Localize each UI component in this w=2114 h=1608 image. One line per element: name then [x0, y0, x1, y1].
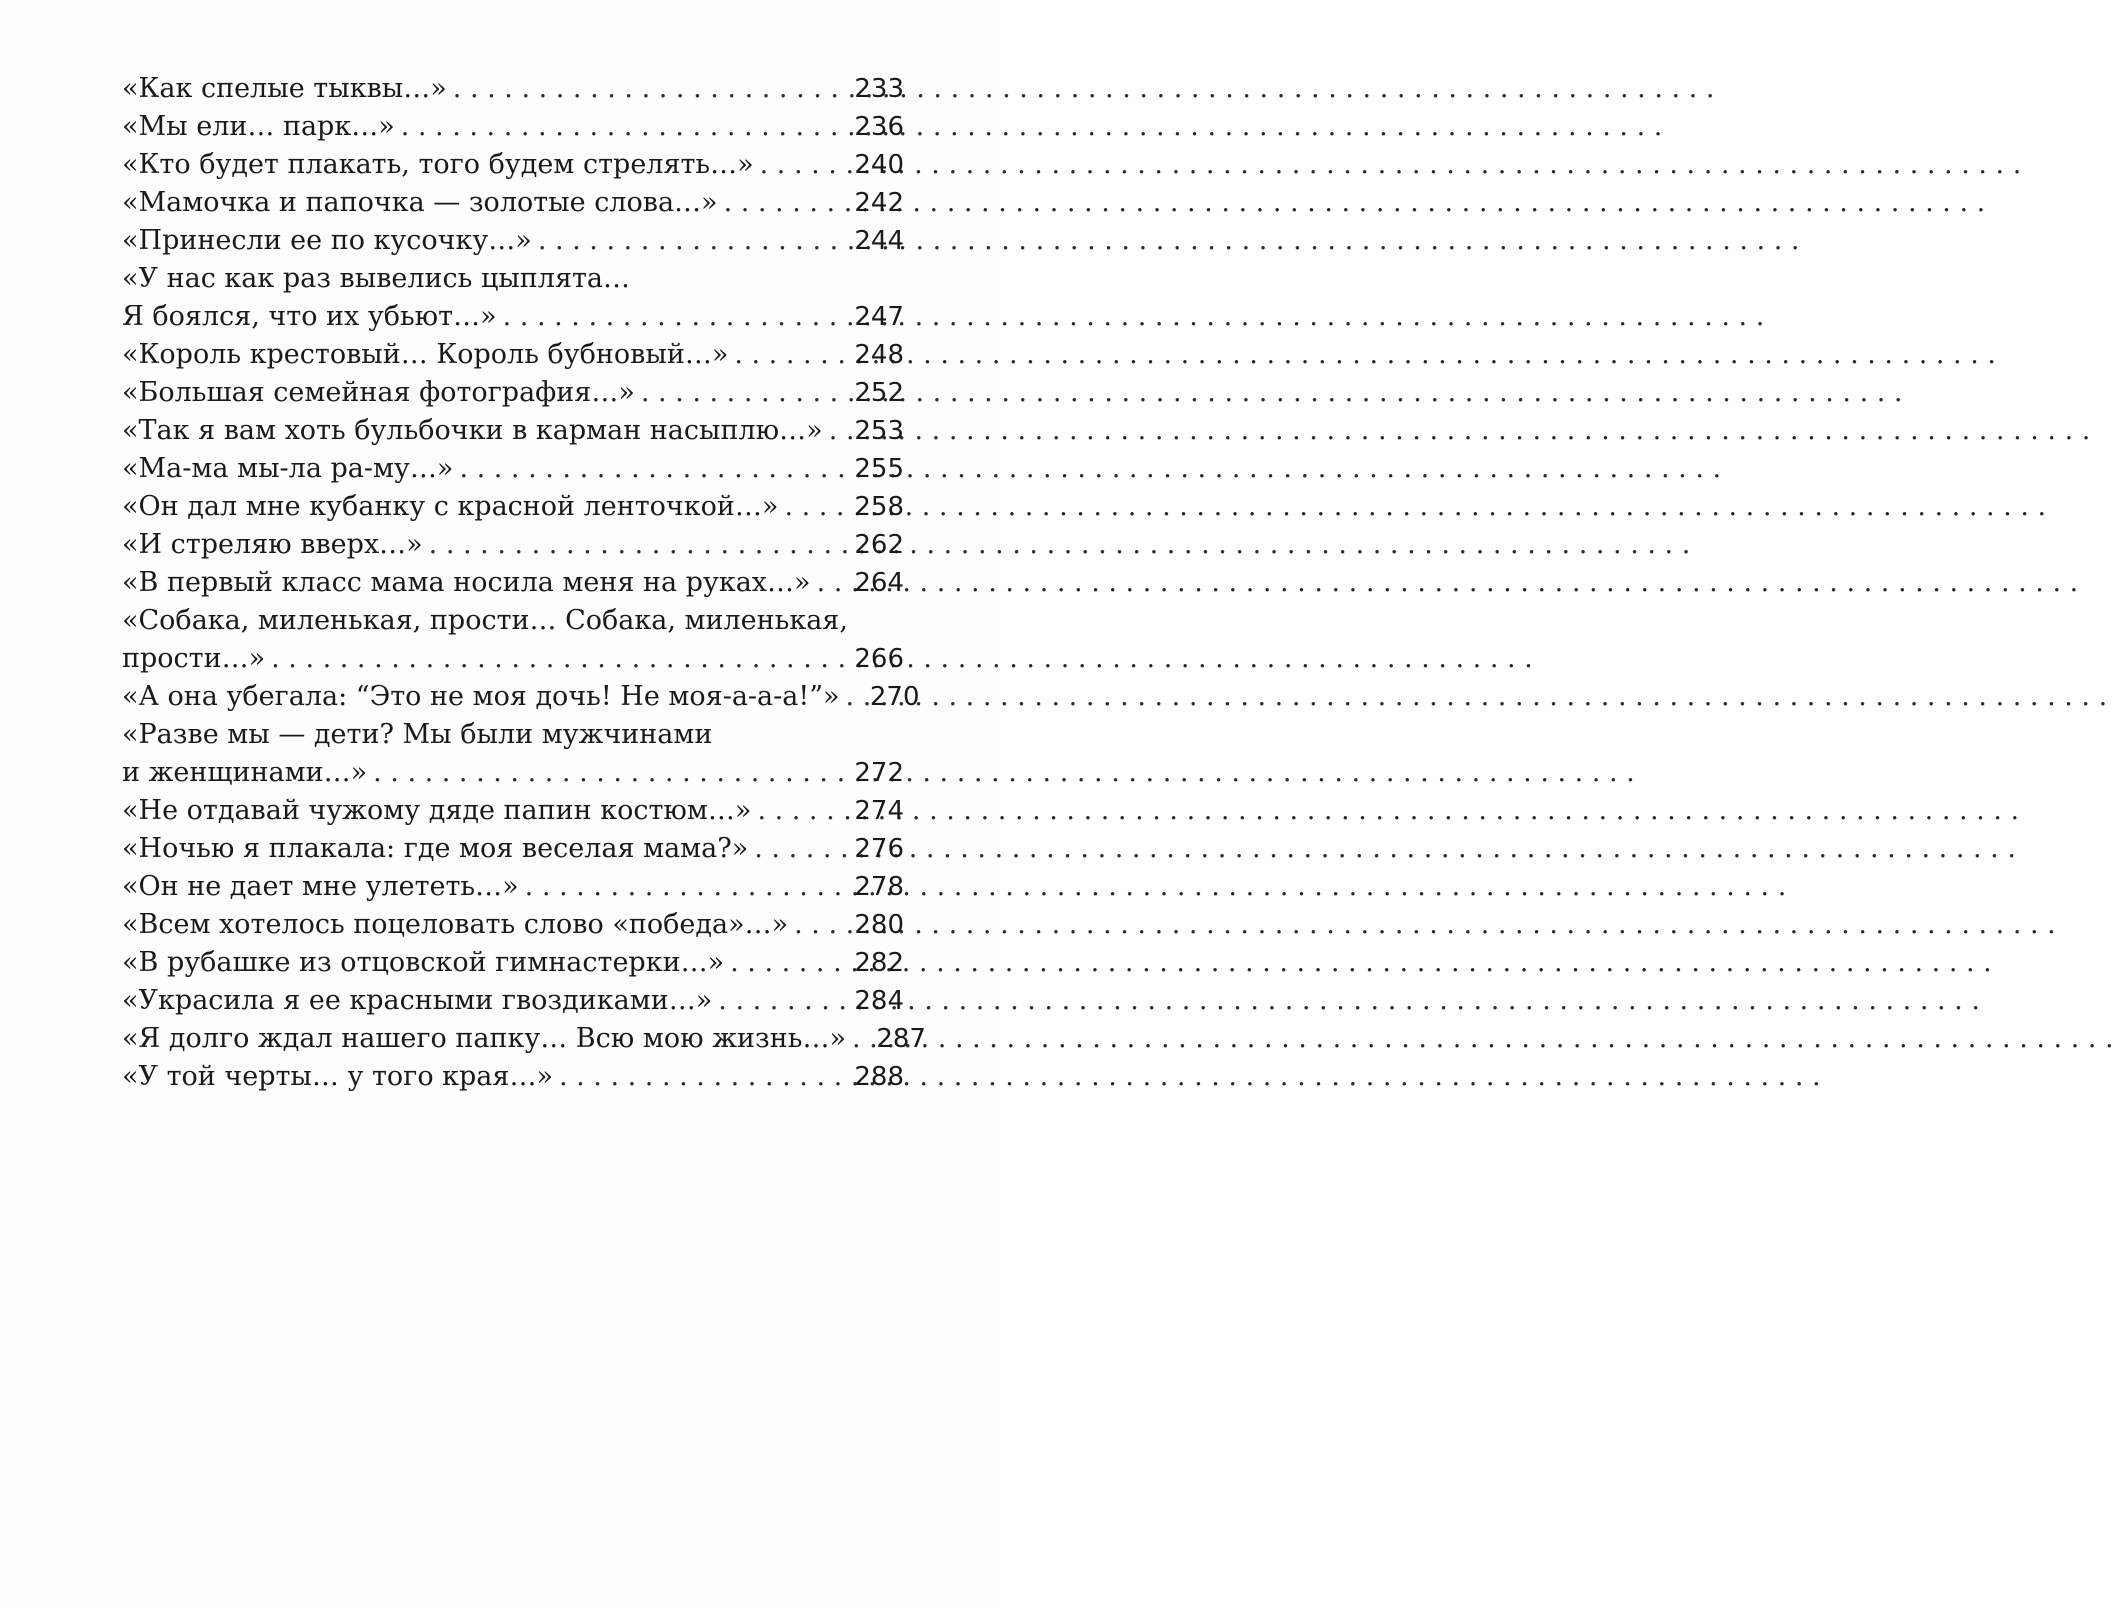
toc-page-number: 282 [854, 948, 904, 978]
toc-entry-title: «Принесли ее по кусочку…» [122, 225, 532, 256]
toc-entry [122, 108, 904, 146]
toc-entry-title: «Король крестовый… Король бубновый…» [122, 339, 729, 370]
toc-entry-line [122, 678, 920, 716]
dot-leader [730, 944, 838, 982]
toc-entry [122, 1058, 904, 1096]
toc-entry-line [122, 412, 904, 450]
toc-entry-title: и женщинами…» [122, 757, 368, 788]
toc-page-number: 264 [854, 568, 904, 598]
toc-entry-line [122, 1058, 904, 1096]
toc-entry-title: «Ма-ма мы-ла ра-му…» [122, 453, 454, 484]
toc-entry-title: «Он дал мне кубанку с красной ленточкой…» [122, 491, 779, 522]
toc-page-number: 287 [876, 1024, 926, 1054]
toc-entry-line [122, 108, 904, 146]
toc-entry [122, 716, 904, 792]
toc-entry-line [122, 146, 904, 184]
toc-entry [122, 336, 904, 374]
dot-leader [718, 982, 838, 1020]
toc-entry [122, 526, 904, 564]
dot-leader [559, 1058, 838, 1096]
toc-entry-line [122, 944, 904, 982]
toc-entry-line [122, 260, 904, 298]
toc-entry [122, 374, 904, 412]
toc-entry-line [122, 754, 904, 792]
toc-entry-line [122, 716, 904, 754]
toc-entry-title: «Большая семейная фотография…» [122, 377, 635, 408]
toc-entry-line [122, 906, 904, 944]
toc-page-number: 255 [854, 454, 904, 484]
toc-entry [122, 222, 904, 260]
dot-leader [754, 830, 838, 868]
toc-entry-title: «Я долго ждал нашего папку… Всю мою жизнь…» [122, 1023, 846, 1054]
dot-leader [373, 754, 838, 792]
toc-page-number: 276 [854, 834, 904, 864]
toc-page-number: 248 [854, 340, 904, 370]
toc-entry [122, 564, 904, 602]
dot-leader [724, 184, 838, 222]
toc-entry-title: «И стреляю вверх…» [122, 529, 423, 560]
toc-entry [122, 792, 904, 830]
dot-leader [757, 792, 838, 830]
toc-entry-line [122, 70, 904, 108]
toc-entry-line [122, 830, 904, 868]
dot-leader [429, 526, 838, 564]
dot-leader [852, 1020, 860, 1058]
toc-entry-title: «В первый класс мама носила меня на руках…» [122, 567, 811, 598]
toc-entry [122, 488, 904, 526]
toc-entry-title: «У той черты… у того края…» [122, 1061, 553, 1092]
toc-entry-line [122, 184, 904, 222]
toc-entry-line [122, 1020, 926, 1058]
dot-leader [794, 906, 838, 944]
toc-page-number: 240 [854, 150, 904, 180]
toc-entry [122, 146, 904, 184]
toc-entry [122, 602, 904, 678]
toc-entry [122, 982, 904, 1020]
dot-leader [503, 298, 838, 336]
toc-entry-title: «Так я вам хоть бульбочки в карман насыплю…» [122, 415, 823, 446]
dot-leader [459, 450, 838, 488]
toc-page-number: 233 [854, 74, 904, 104]
dot-leader [829, 412, 838, 450]
toc-page-number: 252 [854, 378, 904, 408]
toc-page-number: 258 [854, 492, 904, 522]
toc-entry-line [122, 792, 904, 830]
toc-entry-title: «Мы ели… парк…» [122, 111, 395, 142]
book-page [0, 0, 1000, 1608]
toc-page-number: 284 [854, 986, 904, 1016]
toc-page-number: 288 [854, 1062, 904, 1092]
toc-entry-title: «Собака, миленькая, прости… Собака, миленькая, [122, 605, 848, 636]
toc-entry [122, 412, 904, 450]
toc-entry [122, 260, 904, 336]
toc-page-number: 253 [854, 416, 904, 446]
toc-entry-title: «В рубашке из отцовской гимнастерки…» [122, 947, 725, 978]
toc-entry-title: «Не отдавай чужому дяде папин костюм…» [122, 795, 752, 826]
toc-entry-title: «Разве мы — дети? Мы были мужчинами [122, 719, 713, 750]
dot-leader [817, 564, 838, 602]
dot-leader [525, 868, 838, 906]
toc-entry-line [122, 336, 904, 374]
toc-entry [122, 450, 904, 488]
dot-leader [401, 108, 838, 146]
toc-entry-line [122, 868, 904, 906]
toc-entry-title: «Всем хотелось поцеловать слово «победа»…» [122, 909, 789, 940]
toc-entry [122, 70, 904, 108]
toc-entry [122, 678, 920, 716]
toc-entry-title: Я боялся, что их убьют…» [122, 301, 497, 332]
toc-page-number: 274 [854, 796, 904, 826]
toc-page-number: 266 [854, 644, 904, 674]
toc-entry-title: «Как спелые тыквы…» [122, 73, 447, 104]
dot-leader [271, 640, 838, 678]
dot-leader [846, 678, 854, 716]
toc-entry-title: «Ночью я плакала: где моя веселая мама?» [122, 833, 749, 864]
toc-entry-title: «У нас как раз вывелись цыплята… [122, 263, 631, 294]
toc-page-number: 280 [854, 910, 904, 940]
toc-page-number: 236 [854, 112, 904, 142]
toc-entry-line [122, 298, 904, 336]
toc-entry-line [122, 450, 904, 488]
toc-entry-title: «Кто будет плакать, того будем стрелять…» [122, 149, 754, 180]
toc-entry [122, 184, 904, 222]
toc-entry [122, 944, 904, 982]
dot-leader [641, 374, 838, 412]
dot-leader [538, 222, 838, 260]
toc-entry-line [122, 564, 904, 602]
dot-leader [453, 70, 838, 108]
dot-leader [760, 146, 838, 184]
toc-entry-line [122, 526, 904, 564]
toc-page-number: 247 [854, 302, 904, 332]
toc-page-number: 242 [854, 188, 904, 218]
toc-entry-title: «Украсила я ее красными гвоздиками…» [122, 985, 713, 1016]
toc-entry-line [122, 222, 904, 260]
toc-entry [122, 906, 904, 944]
toc-entry-line [122, 488, 904, 526]
dot-leader [734, 336, 838, 374]
toc-page-number: 272 [854, 758, 904, 788]
toc-entry-title: «А она убегала: “Это не моя дочь! Не моя-а-а-а!”» [122, 681, 840, 712]
toc-page-number: 244 [854, 226, 904, 256]
toc-entry [122, 1020, 926, 1058]
toc-entry-line [122, 640, 904, 678]
toc-page-number: 262 [854, 530, 904, 560]
toc-entry-title: прости…» [122, 643, 266, 674]
dot-leader [784, 488, 838, 526]
toc-page-number: 270 [869, 682, 920, 712]
toc-entry [122, 830, 904, 868]
toc-entry-line [122, 982, 904, 1020]
toc-page-number: 278 [854, 872, 904, 902]
table-of-contents [122, 70, 926, 1096]
toc-entry-line [122, 374, 904, 412]
toc-entry-title: «Мамочка и папочка — золотые слова…» [122, 187, 718, 218]
toc-entry-line [122, 602, 904, 640]
toc-entry [122, 868, 904, 906]
toc-entry-title: «Он не дает мне улететь…» [122, 871, 519, 902]
